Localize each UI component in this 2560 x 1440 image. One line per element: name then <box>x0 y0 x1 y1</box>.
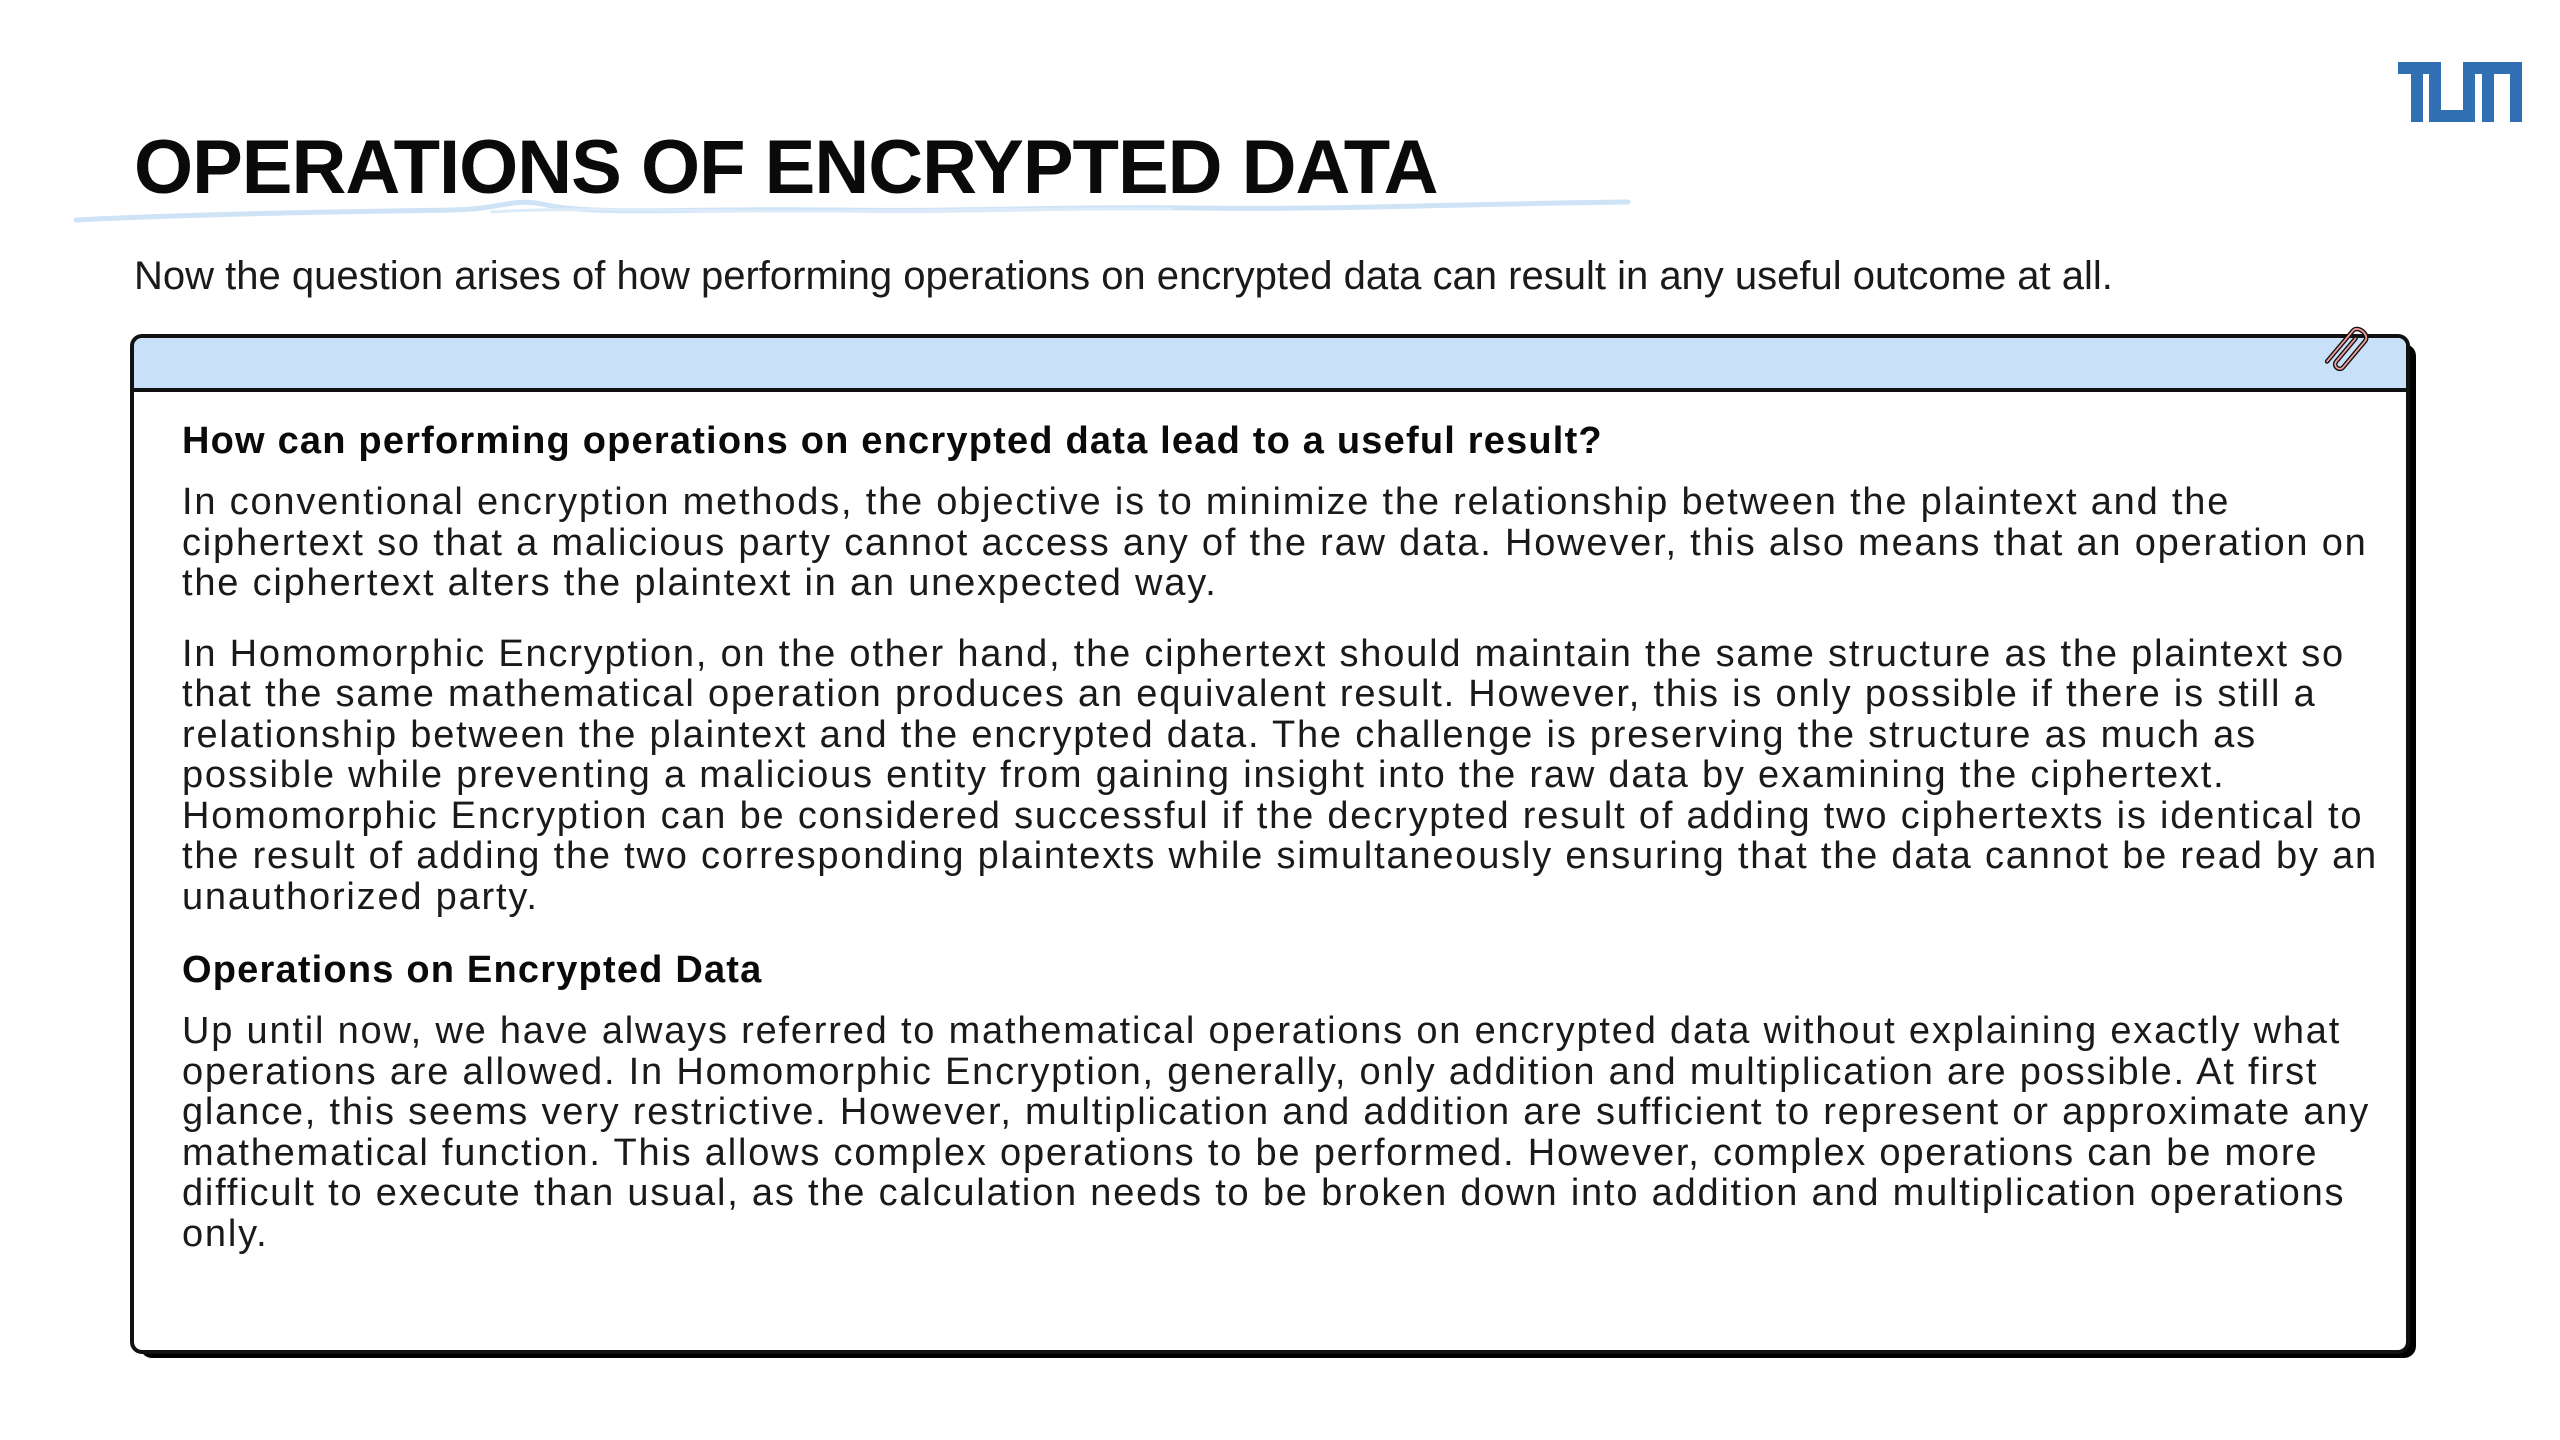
title-underline-decoration <box>72 190 1632 230</box>
section-heading: How can performing operations on encrypted data lead to a useful result? <box>182 420 1603 462</box>
section-paragraph: In conventional encryption methods, the objective is to minimize the relationship between the plaintext and the ciphertext so that a malicious party cannot access any of the raw data. However, this also means that an operation on the ciphertext alters the plaintext in an unexpected way. <box>182 481 2368 604</box>
tum-logo <box>2398 62 2522 122</box>
paperclip-icon <box>2318 316 2378 382</box>
page-title: OPERATIONS OF ENCRYPTED DATA <box>134 125 1438 210</box>
page-subtitle: Now the question arises of how performing operations on encrypted data can result in any useful outcome at all. <box>134 254 2113 298</box>
section-paragraph: Up until now, we have always referred to mathematical operations on encrypted data without explaining exactly what operations are allowed. In Homomorphic Encryption, generally, only addition and multiplication are possible. At first glance, this seems very restrictive. However, multiplication and addition are sufficient to represent or approximate any mathematical function. This allows complex operations to be performed. However, complex operations can be more difficult to execute than usual, as the calculation needs to be broken down into addition and multiplication operations only. <box>182 1010 2371 1255</box>
section-paragraph: In Homomorphic Encryption, on the other hand, the ciphertext should maintain the same structure as the plaintext so that the same mathematical operation produces an equivalent result. However, this is only possible if there is still a relationship between the plaintext and the encrypted data. The challenge is preserving the structure as much as possible while preventing a malicious entity from gaining insight into the raw data by examining the ciphertext. Homomorphic Encryption can be considered successful if the decrypted result of adding two ciphertexts is identical to the result of adding the two corresponding plaintexts while simultaneously ensuring that the data cannot be read by an unauthorized party. <box>182 632 2378 918</box>
card-body <box>182 418 2382 1284</box>
section-heading: Operations on Encrypted Data <box>182 949 763 991</box>
content-card <box>130 334 2410 1354</box>
card-header-bar <box>134 338 2406 392</box>
